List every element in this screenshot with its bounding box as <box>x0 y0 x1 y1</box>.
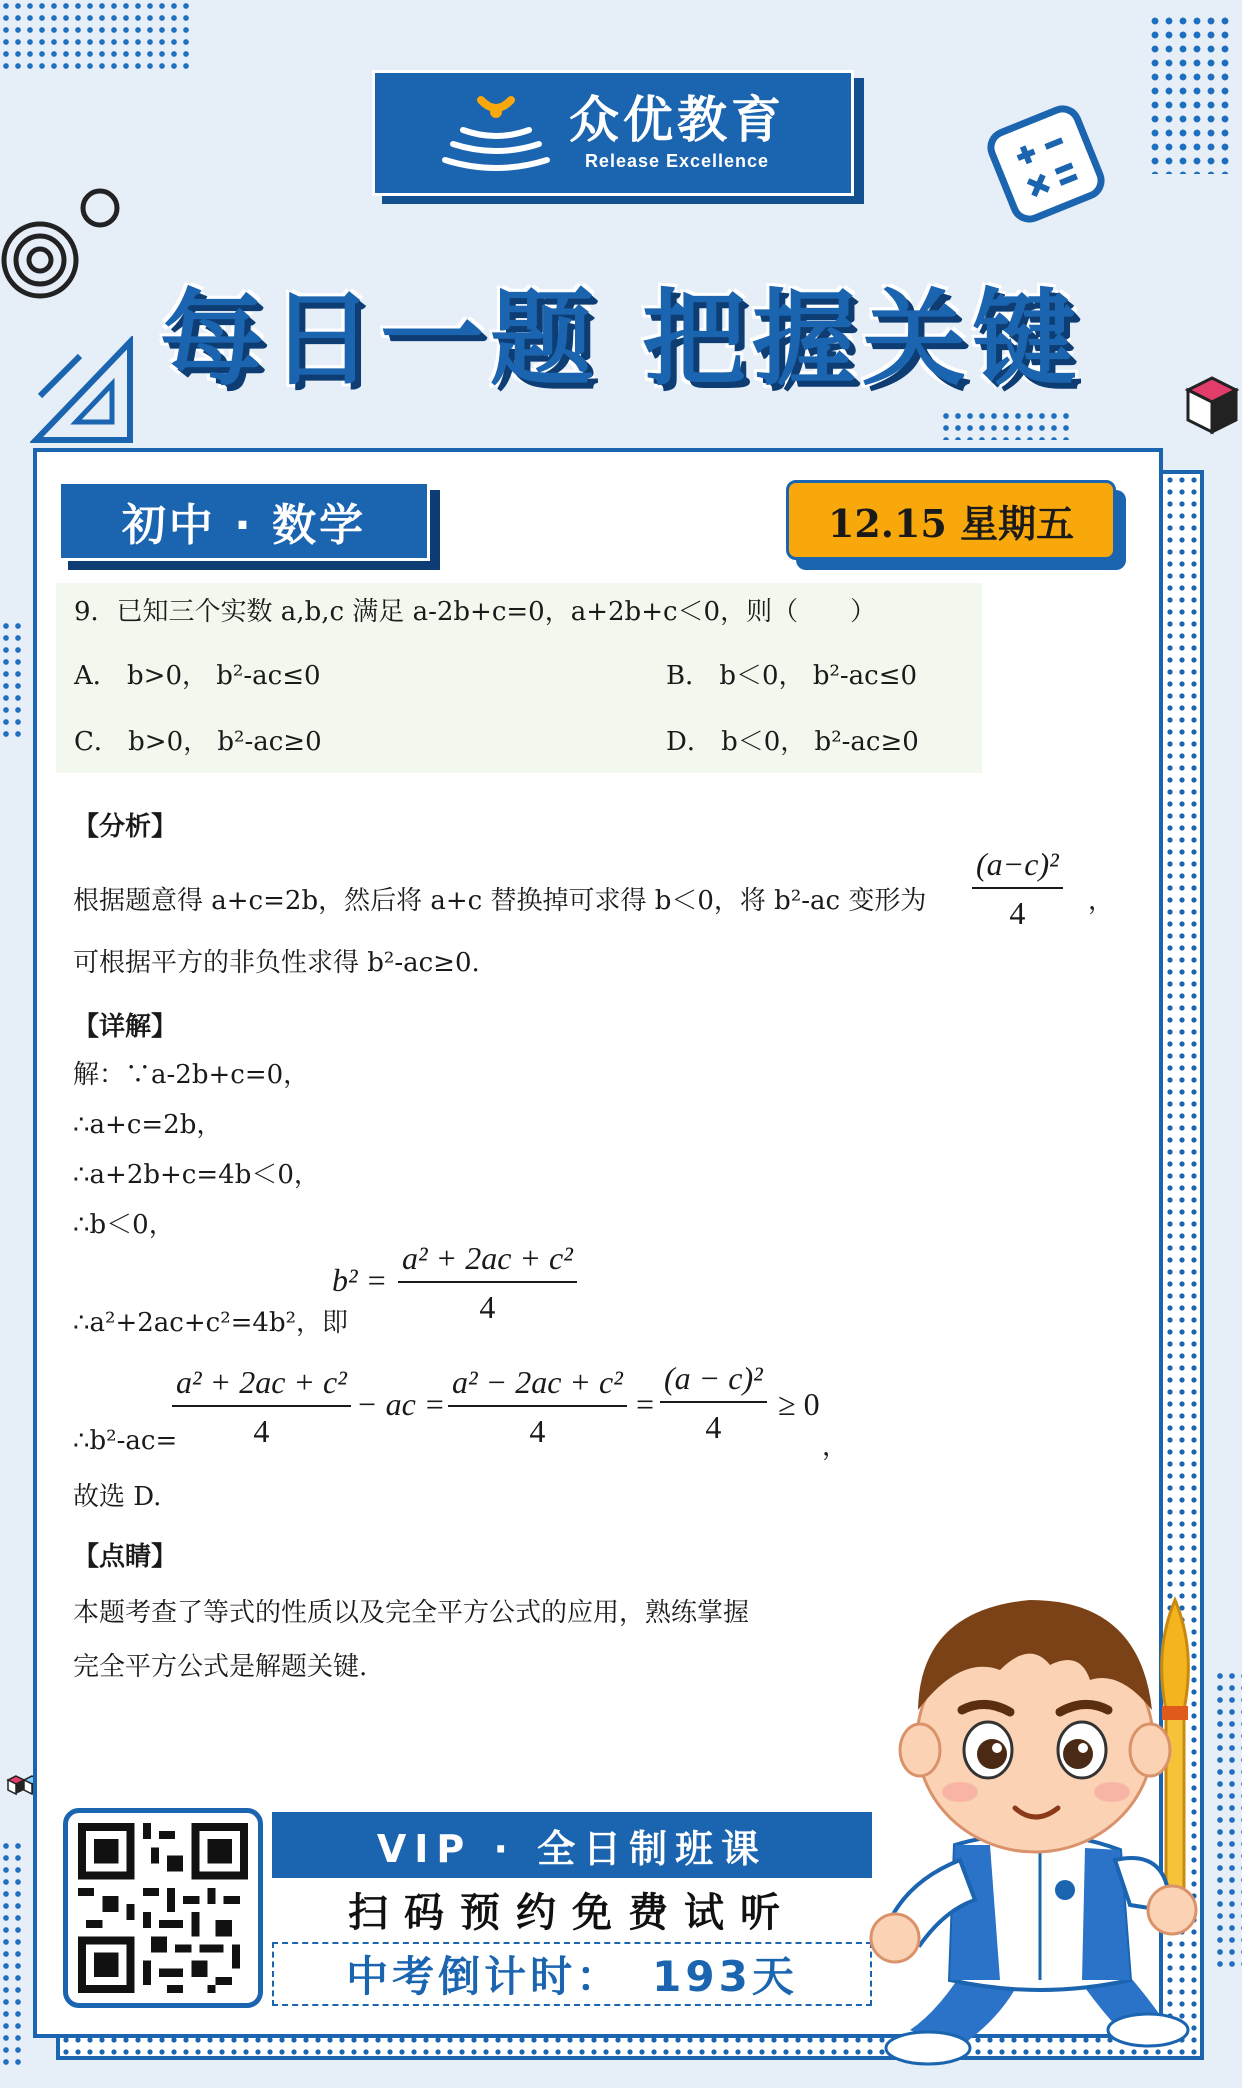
option-c: C． b>0， b²-ac≥0 <box>74 727 322 757</box>
equation-1-denominator: 4 <box>479 1289 496 1325</box>
detail-heading: 【详解】 <box>73 1012 178 1042</box>
brand-mark-icon <box>441 90 551 176</box>
option-a: A． b>0， b²-ac≤0 <box>74 661 321 691</box>
analysis-line-1-end: ， <box>1088 886 1115 916</box>
decor-dots-left <box>0 620 26 740</box>
equation-2-inequality: ≥ 0 <box>778 1386 820 1422</box>
equation-2-middle: − ac = <box>356 1386 446 1422</box>
vip-banner: VIP · 全日制班课 <box>272 1812 872 1878</box>
countdown <box>272 1942 872 2006</box>
date-tag: 12.15 星期五 <box>786 480 1116 560</box>
comment-line-2: 完全平方公式是解题关键. <box>73 1652 368 1682</box>
qr-code-icon <box>78 1823 248 1993</box>
option-d: D． b＜0， b²-ac≥0 <box>666 727 919 757</box>
equation-2-fraction-1 <box>172 1364 351 1450</box>
equation-2-fraction-3 <box>660 1360 767 1446</box>
equation-1-fraction <box>398 1240 577 1326</box>
decor-dots-bottom-left <box>0 1840 26 2070</box>
equation-2-fraction-2 <box>448 1364 627 1450</box>
comment-line-1: 本题考查了等式的性质以及完全平方公式的应用，熟练掌握 <box>73 1598 750 1628</box>
analysis-fraction-numerator: (a−c)² <box>972 846 1063 889</box>
equation-2-comma: ， <box>822 1432 849 1462</box>
detail-conclusion: 故选 D. <box>73 1482 162 1512</box>
countdown-value: 193天 <box>652 1952 798 2001</box>
analysis-fraction <box>972 846 1063 932</box>
detail-step-6: ∴b²-ac= <box>73 1426 178 1456</box>
equation-2-denominator-3: 4 <box>705 1409 722 1445</box>
detail-step-5: ∴a²+2ac+c²=4b²，即 <box>73 1308 349 1338</box>
question-block <box>56 583 982 773</box>
analysis-fraction-denominator: 4 <box>1009 895 1026 931</box>
equation-1-numerator: a² + 2ac + c² <box>398 1240 577 1283</box>
detail-step-1: 解：∵a-2b+c=0， <box>73 1060 310 1090</box>
detail-step-2: ∴a+c=2b， <box>73 1110 223 1140</box>
option-b: B． b＜0， b²-ac≤0 <box>666 661 918 691</box>
detail-step-4: ∴b＜0， <box>73 1210 175 1240</box>
qr-code[interactable] <box>63 1808 263 2008</box>
question-stem: 9．已知三个实数 a,b,c 满足 a-2b+c=0，a+2b+c＜0，则（ ） <box>74 597 877 627</box>
analysis-heading: 【分析】 <box>73 812 178 842</box>
equation-2-denominator-1: 4 <box>253 1413 270 1449</box>
decor-dots-top-left <box>0 0 190 70</box>
page-headline: 每日一题 把握关键 <box>159 278 1083 400</box>
equation-1-lhs: b² = <box>332 1262 388 1298</box>
mascot-illustration <box>850 1560 1230 2070</box>
comment-heading: 【点睛】 <box>73 1542 178 1572</box>
equation-2-denominator-2: 4 <box>529 1413 546 1449</box>
equation-2-numerator-1: a² + 2ac + c² <box>172 1364 351 1407</box>
subject-tag: 初中 · 数学 <box>58 481 430 561</box>
brand-name-cn: 众优教育 <box>569 90 785 149</box>
ring-icon <box>78 186 122 230</box>
equation-2-equals: = <box>636 1386 655 1422</box>
scan-prompt: 扫码预约免费试听 <box>348 1889 796 1936</box>
brand-name-en: Release Excellence <box>584 150 770 171</box>
decor-dots-right-mid <box>940 410 1070 440</box>
detail-step-3: ∴a+2b+c=4b＜0， <box>73 1160 320 1190</box>
equation-2-numerator-2: a² − 2ac + c² <box>448 1364 627 1407</box>
analysis-line-2: 可根据平方的非负性求得 b²-ac≥0. <box>73 948 480 978</box>
decor-dots-top-right <box>1148 14 1232 174</box>
equation-2-numerator-3: (a − c)² <box>660 1360 767 1403</box>
calculator-icon <box>986 104 1106 224</box>
countdown-label: 中考倒计时： <box>346 1952 623 2001</box>
analysis-line-1: 根据题意得 a+c=2b，然后将 a+c 替换掉可求得 b＜0，将 b²-ac 变形为 <box>73 886 927 916</box>
brand-logo <box>372 70 854 196</box>
